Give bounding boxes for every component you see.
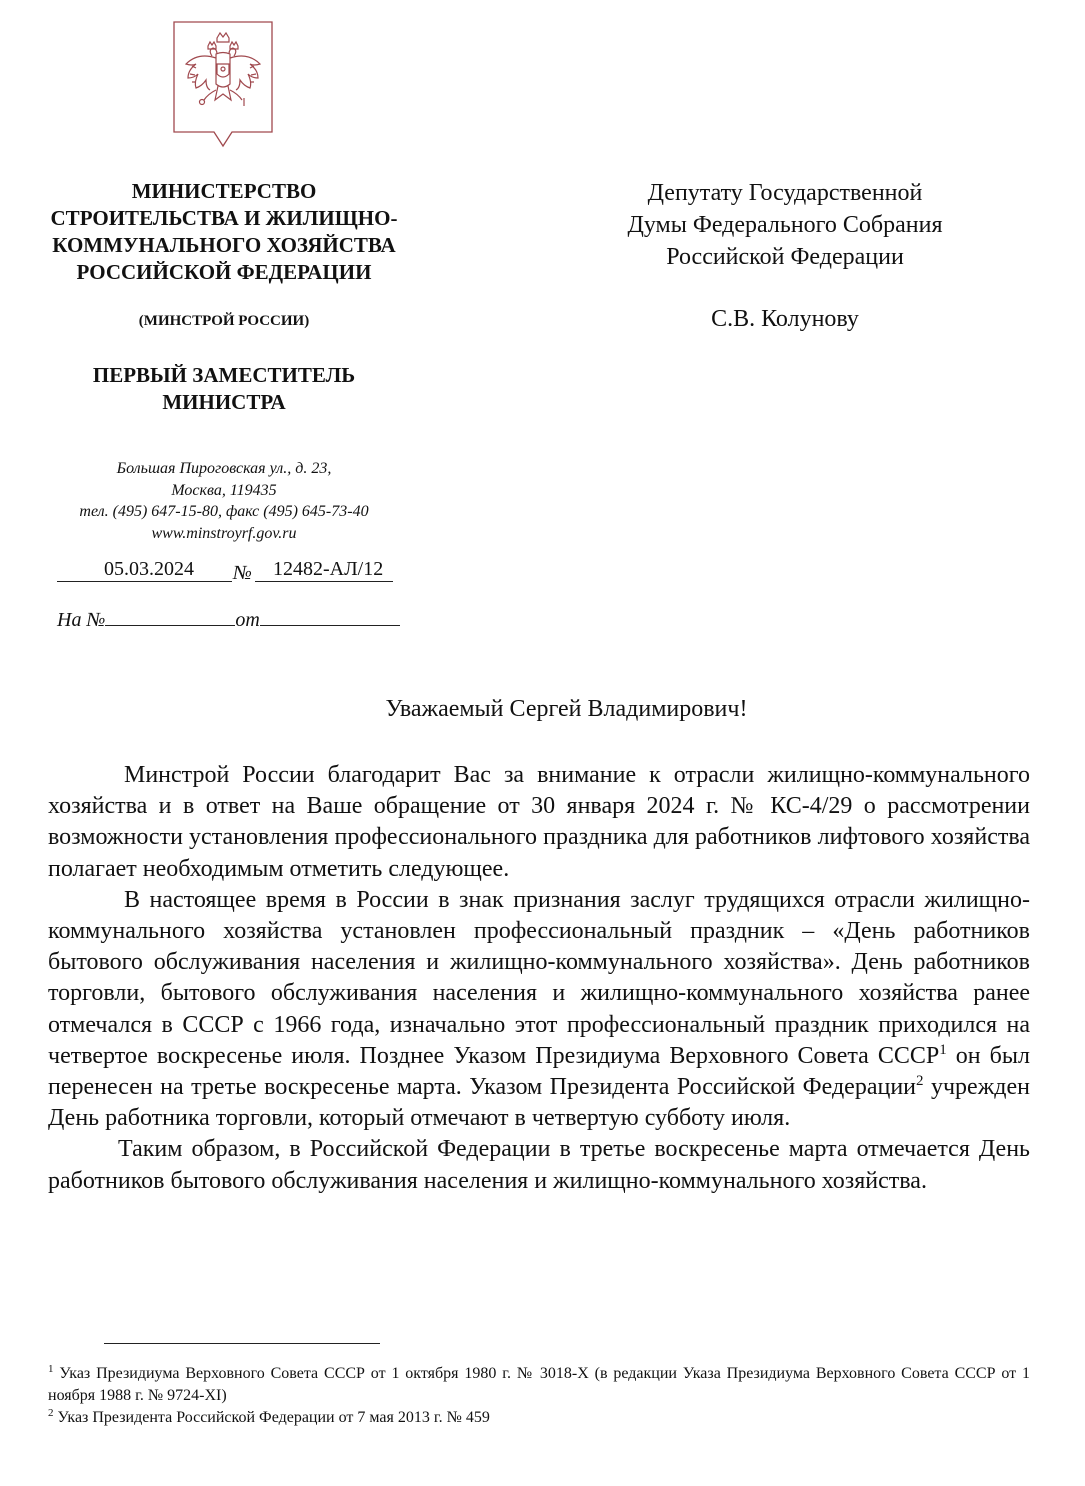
ministry-name-line: РОССИЙСКОЙ ФЕДЕРАЦИИ (76, 260, 372, 284)
reference-number-blank (105, 624, 235, 626)
addressee-title-line: Российской Федерации (666, 244, 904, 270)
footnote-1 (48, 1363, 1030, 1407)
website-link[interactable]: www.minstroyrf.gov.ru (151, 524, 297, 542)
reference-line (57, 609, 400, 632)
sender-position (20, 362, 428, 416)
footnote-2 (48, 1407, 1030, 1429)
body-paragraph-2-part-a: В настоящее время в России в знак признания заслуг трудящихся отрасли жилищно-коммунального хозяйства установлен профессиональный праздник – «День работников бытового обслуживания населения и жилищно-коммунального хозяйства». День работников торговли, бытового обслуживания населения и жилищно-коммунального хозяйства ранее отмечался в СССР с 1966 года, изначально этот профессиональный праздник приходился на четвертое воскресенье июля. Позднее Указом Президиума Верховного Совета СССР (48, 886, 1030, 1069)
ministry-address (20, 458, 428, 544)
footnotes (48, 1363, 1030, 1429)
registration-number: 12482-АЛ/12 (273, 558, 384, 580)
body-paragraph-2 (48, 885, 1030, 1135)
sender-position-line: ПЕРВЫЙ ЗАМЕСТИТЕЛЬ (92, 363, 356, 387)
addressee-name: С.В. Колунову (711, 306, 859, 332)
body-paragraph-2-part-c: учрежден День работника торговли, который отмечают в четвертую субботу июля. (48, 1074, 1030, 1132)
russian-coat-of-arms-icon (172, 20, 274, 148)
number-sign: № (233, 562, 252, 584)
address-line: Москва, 119435 (171, 481, 277, 499)
body-paragraph-1: Минстрой России благодарит Вас за внимание к отрасли жилищно-коммунального хозяйства и в ответ на Ваше обращение от 30 января 2024 г. № КС-4/29 о рассмотрении возможности установления профессионального праздника для работников лифтового хозяйства полагает необходимым отметить следующее. (48, 762, 1030, 882)
ministry-short-name: (МИНСТРОЙ РОССИИ) (138, 313, 310, 329)
footnote-divider (104, 1343, 380, 1344)
footnote-mark-1: 1 (48, 1363, 54, 1375)
body-paragraph-3: Таким образом, в Российской Федерации в третье воскресенье марта отмечается День работников бытового обслуживания населения и жилищно-коммунального хозяйства. (48, 1136, 1030, 1194)
footnote-mark-2: 2 (48, 1407, 54, 1419)
registration-date: 05.03.2024 (104, 558, 194, 580)
reference-date-blank (260, 624, 400, 626)
addressee-title-line: Депутату Государственной (647, 180, 923, 206)
address-line: Большая Пироговская ул., д. 23, (116, 460, 332, 477)
sender-position-line: МИНИСТРА (162, 390, 286, 414)
reference-prefix: На № (57, 609, 106, 631)
footnote-ref-2: 2 (916, 1073, 924, 1090)
number-underline (255, 581, 393, 582)
greeting: Уважаемый Сергей Владимирович! (385, 696, 748, 722)
ministry-name-line: СТРОИТЕЛЬСТВА И ЖИЛИЩНО- (50, 206, 398, 230)
date-underline (57, 581, 232, 582)
letter-body (48, 760, 1030, 1197)
ministry-name (20, 178, 428, 286)
addressee-title-line: Думы Федерального Собрания (627, 212, 943, 238)
addressee-title (570, 177, 1000, 273)
ministry-name-line: КОММУНАЛЬНОГО ХОЗЯЙСТВА (52, 233, 396, 257)
footnote-ref-1: 1 (939, 1041, 947, 1058)
address-line: тел. (495) 647-15-80, факс (495) 645-73-40 (79, 503, 369, 520)
registration-line (57, 558, 397, 586)
reference-from: от (235, 609, 260, 631)
body-paragraph-2-part-b: он был перенесен на третье воскресенье марта. Указом Президента Российской Федерации (48, 1042, 1030, 1101)
ministry-name-line: МИНИСТЕРСТВО (131, 179, 317, 203)
footnote-text-2: Указ Президента Российской Федерации от 7 мая 2013 г. № 459 (53, 1409, 490, 1426)
footnote-text-1: Указ Президиума Верховного Совета СССР от 1 октября 1980 г. № 3018-X (в редакции Указа Президиума Верховного Совета СССР от 1 ноября 1988 г. № 9724-XI) (48, 1365, 1030, 1404)
